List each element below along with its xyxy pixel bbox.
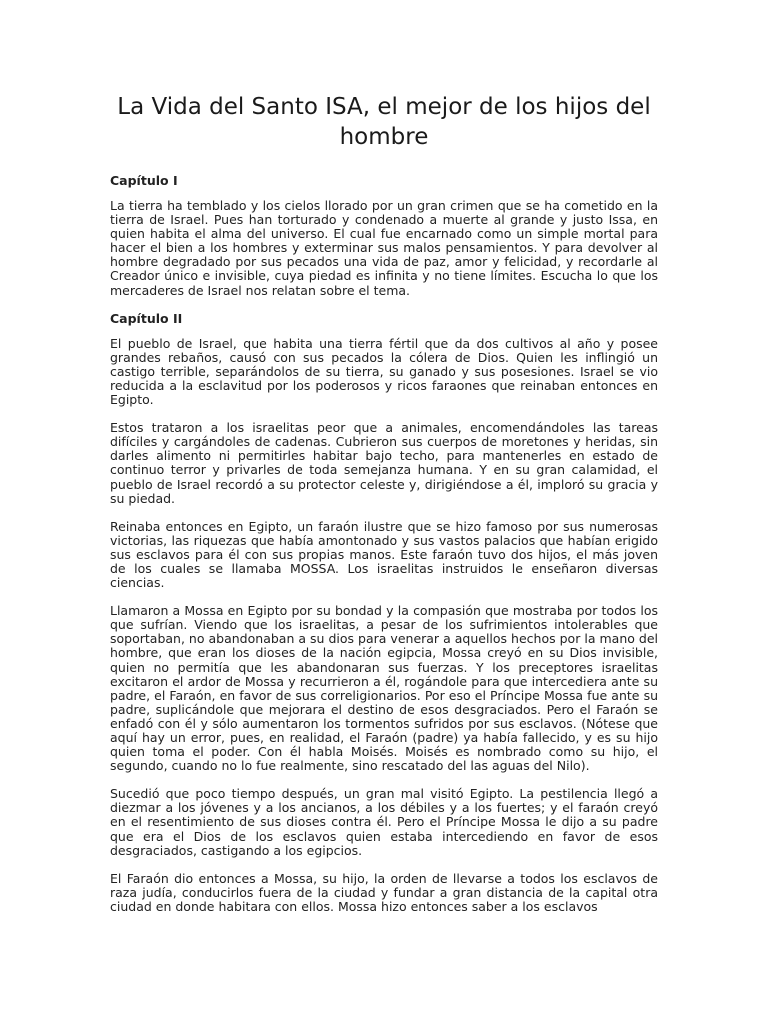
paragraph: Sucedió que poco tiempo después, un gran mal visitó Egipto. La pestilencia llegó a diezmar a los jóvenes y a los ancianos, a los débiles y a los fuertes; y el faraón creyó en el resentimiento de sus dioses contra él. Pero el Príncipe Mossa le dijo a su padre que era el Dios de los esclavos quien estaba intercediendo en favor de esos desgraciados, castigando a los egipcios. [110, 786, 658, 858]
paragraph: El pueblo de Israel, que habita una tierra fértil que da dos cultivos al año y posee grandes rebaños, causó con sus pecados la cólera de Dios. Quien les inflingió un castigo terrible, separándolos de su tierra, su ganado y sus posesiones. Israel se vio reducida a la esclavitud por los poderosos y ricos faraones que reinaban entonces en Egipto. [110, 335, 658, 408]
chapter-2 [110, 312, 658, 914]
paragraph: Estos trataron a los israelitas peor que a animales, encomendándoles las tareas difíciles y cargándoles de cadenas. Cubrieron sus cuerpos de moretones y heridas, sin darles alimento ni permitirles habitar bajo techo, para mantenerles en estado de continuo terror y privarles de toda semejanza humana. Y en su gran calamidad, el pueblo de Israel recordó a su protector celeste y, dirigiéndose a él, imploró su gracia y su piedad. [110, 420, 658, 506]
chapter-1 [110, 174, 658, 298]
chapter-heading: Capítulo I [110, 173, 178, 188]
document-title: La Vida del Santo ISA, el mejor de los hijos del hombre [117, 94, 651, 150]
paragraph: Llamaron a Mossa en Egipto por su bondad y la compasión que mostraba por todos los que sufrían. Viendo que los israelitas, a pesar de los sufrimientos intolerables que soportaban, no abandonaban a su dios para venerar a aquellos hechos por la mano del hombre, que eran los dioses de la nación egipcia, Mossa creyó en su Dios invisible, quien no permitía que les abandonaran sus fuerzas. Y los preceptores israelitas excitaron el ardor de Mossa y recurrieron a él, rogándole para que intercediera ante su padre, el Faraón, en favor de sus correligionarios. Por eso el Príncipe Mossa fue ante su padre, suplicándole que mejorara el destino de esos desgraciados. Pero el Faraón se enfadó con él y sólo aumentaron los tormentos sufridos por sus esclavos. (Nótese que aquí hay un error, pues, en realidad, el Faraón (padre) ya había fallecido, y es su hijo quien toma el poder. Con él habla Moisés. Moisés es nombrado como su hijo, el segundo, cuando no lo fue realmente, sino rescatado del las aguas del Nilo). [110, 603, 658, 774]
chapter-heading: Capítulo II [110, 310, 183, 326]
document-page [110, 92, 658, 928]
paragraph: Reinaba entonces en Egipto, un faraón ilustre que se hizo famoso por sus numerosas victorias, las riquezas que había amontonado y sus vastos palacios que habían erigido sus esclavos para él con sus propias manos. Este faraón tuvo dos hijos, el más joven de los cuales se llamaba MOSSA. Los israelitas instruidos le enseñaron diversas ciencias. [110, 518, 658, 591]
paragraph: La tierra ha temblado y los cielos llorado por un gran crimen que se ha cometido en la tierra de Israel. Pues han torturado y condenado a muerte al grande y justo Issa, en quien habita el alma del universo. El cual fue encarnado como un simple mortal para hacer el bien a los hombres y exterminar sus malos pensamientos. Y para devolver al hombre degradado por sus pecados una vida de paz, amor y felicidad, y recordarle al Creador único e invisible, cuya piedad es infinita y no tiene límites. Escucha lo que los mercaderes de Israel nos relatan sobre el tema. [110, 198, 658, 298]
paragraph: El Faraón dio entonces a Mossa, su hijo, la orden de llevarse a todos los esclavos de raza judía, conducirlos fuera de la ciudad y fundar a gran distancia de la capital otra ciudad en donde habitara con ellos. Mossa hizo entonces saber a los esclavos [110, 870, 658, 914]
